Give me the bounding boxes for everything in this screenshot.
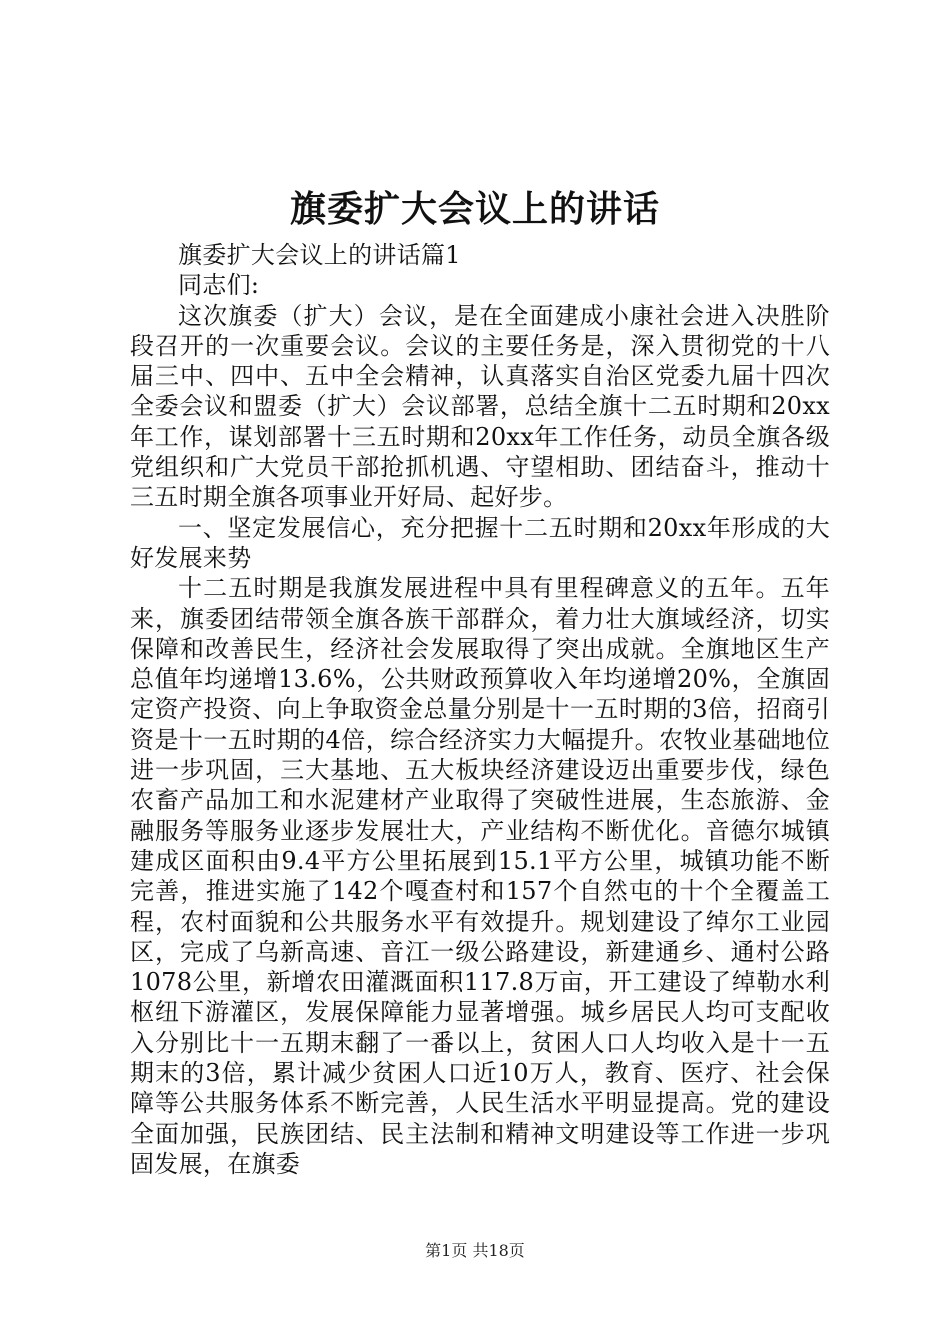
document-title: 旗委扩大会议上的讲话 xyxy=(289,188,660,230)
document-body xyxy=(130,240,830,1179)
salutation: 同志们: xyxy=(178,271,260,300)
part-one-heading: 一、坚定发展信心，充分把握十二五时期和20xx年形成的大好发展来势 xyxy=(130,513,830,572)
intro-paragraph: 这次旗委（扩大）会议，是在全面建成小康社会进入决胜阶段召开的一次重要会议。会议的主要任务是，深入贯彻党的十八届三中、四中、五中全会精神，认真落实自治区党委九届十四次全委会议和盟委（扩大）会议部署，总结全旗十二五时期和20xx年工作，谋划部署十三五时期和20xx年工作任务，动员全旗各级党组织和广大党员干部抢抓机遇、守望相助、团结奋斗，推动十三五时期全旗各项事业开好局、起好步。 xyxy=(130,301,830,512)
page-number-footer: 第1页 共18页 xyxy=(425,1241,525,1260)
review-paragraph: 十二五时期是我旗发展进程中具有里程碑意义的五年。五年来，旗委团结带领全旗各族干部群众，着力壮大旗域经济，切实保障和改善民生，经济社会发展取得了突出成就。全旗地区生产总值年均递增13.6%，公共财政预算收入年均递增20%，全旗固定资产投资、向上争取资金总量分别是十一五时期的3倍，招商引资是十一五时期的4倍，综合经济实力大幅提升。农牧业基础地位进一步巩固，三大基地、五大板块经济建设迈出重要步伐，绿色农畜产品加工和水泥建材产业取得了突破性进展，生态旅游、金融服务等服务业逐步发展壮大，产业结构不断优化。音德尔城镇建成区面积由9.4平方公里拓展到15.1平方公里，城镇功能不断完善，推进实施了142个嘎查村和157个自然屯的十个全覆盖工程，农村面貌和公共服务水平有效提升。规划建设了绰尔工业园区，完成了乌新高速、音江一级公路建设，新建通乡、通村公路1078公里，新增农田灌溉面积117.8万亩，开工建设了绰勒水利枢纽下游灌区，发展保障能力显著增强。城乡居民人均可支配收入分别比十一五期末翻了一番以上，贫困人口人均收入是十一五期末的3倍，累计减少贫困人口近10万人，教育、医疗、社会保障等公共服务体系不断完善，人民生活水平明显提高。党的建设全面加强，民族团结、民主法制和精神文明建设等工作进一步巩固发展，在旗委 xyxy=(130,574,830,1178)
section-heading: 旗委扩大会议上的讲话篇1 xyxy=(178,241,461,269)
